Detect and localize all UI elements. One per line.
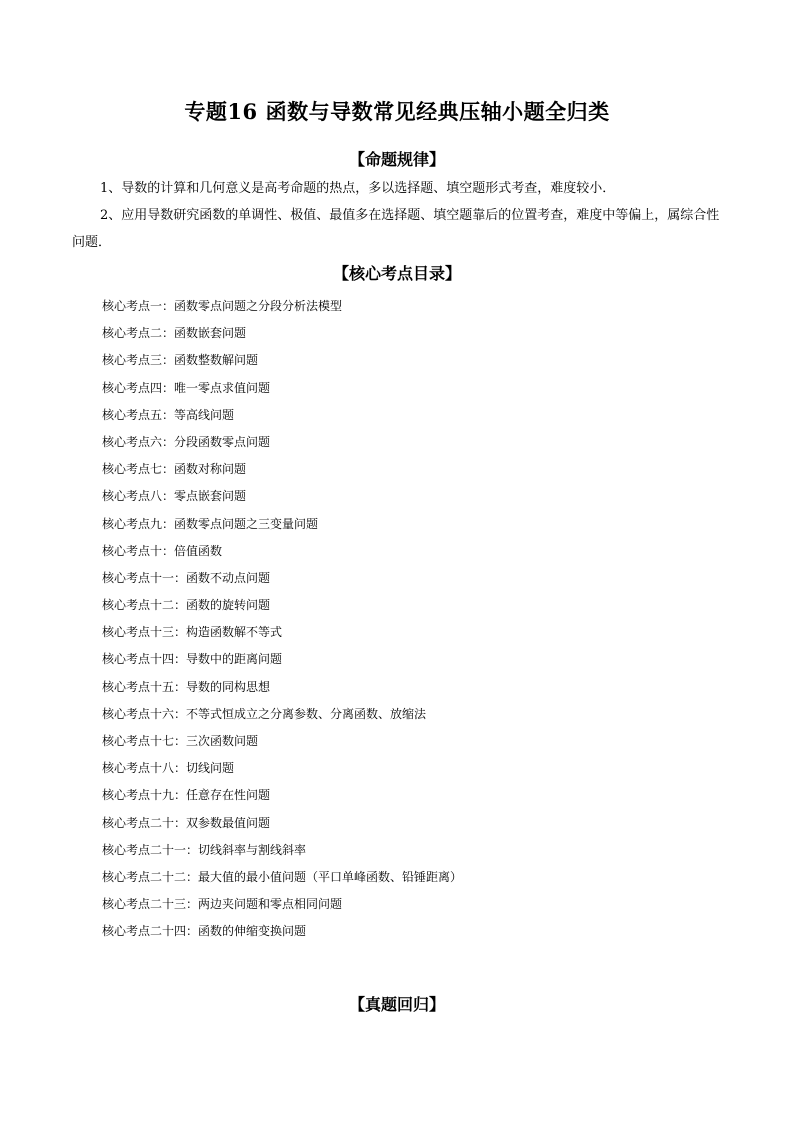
toc-item: 核心考点二：函数嵌套问题	[102, 326, 247, 341]
toc-item: 核心考点二十四：函数的伸缩变换问题	[102, 924, 307, 939]
toc-item: 核心考点七：函数对称问题	[102, 462, 247, 477]
toc-item: 核心考点二十一：切线斜率与割线斜率	[102, 842, 307, 857]
page-title	[0, 96, 794, 126]
toc-item: 核心考点十一：函数不动点问题	[102, 570, 271, 585]
toc-item: 核心考点六：分段函数零点问题	[102, 434, 271, 449]
toc-item: 核心考点十六：不等式恒成立之分离参数、分离函数、放缩法	[102, 706, 427, 721]
section-heading-rules: 【命题规律】	[348, 150, 445, 169]
toc-item: 核心考点十三：构造函数解不等式	[102, 625, 283, 640]
toc-item: 核心考点八：零点嵌套问题	[102, 489, 247, 504]
toc-list	[102, 293, 462, 946]
toc-item: 核心考点十：倍值函数	[102, 543, 223, 558]
title-prefix: 专题16	[184, 99, 258, 124]
toc-item: 核心考点一：函数零点问题之分段分析法模型	[102, 299, 343, 313]
rule-paragraph-2: 2、应用导数研究函数的单调性、极值、最值多在选择题、填空题靠后的位置考查，难度中等偏上，属综合性问题．	[72, 208, 720, 250]
rule-paragraph-1: 1、导数的计算和几何意义是高考命题的热点，多以选择题、填空题形式考查，难度较小．	[100, 181, 616, 196]
toc-item: 核心考点十二：函数的旋转问题	[102, 598, 271, 613]
toc-item: 核心考点二十：双参数最值问题	[102, 815, 271, 830]
section-heading-toc: 【核心考点目录】	[332, 264, 461, 283]
title-main: 函数与导数常见经典压轴小题全归类	[265, 99, 610, 124]
toc-item: 核心考点十五：导数的同构思想	[102, 679, 271, 694]
rules-paragraphs	[72, 175, 722, 256]
toc-item: 核心考点五：等高线问题	[102, 407, 235, 422]
toc-item: 核心考点三：函数整数解问题	[102, 353, 259, 368]
toc-item: 核心考点十九：任意存在性问题	[102, 788, 271, 803]
toc-item: 核心考点十四：导数中的距离问题	[102, 652, 283, 667]
toc-item: 核心考点二十三：两边夹问题和零点相同问题	[102, 897, 343, 912]
section-heading-real-exam: 【真题回归】	[348, 995, 445, 1014]
toc-item: 核心考点九：函数零点问题之三变量问题	[102, 516, 319, 531]
toc-item: 核心考点十七：三次函数问题	[102, 734, 259, 748]
toc-item: 核心考点十八：切线问题	[102, 761, 235, 776]
toc-item: 核心考点二十二：最大值的最小值问题（平口单峰函数、铅锤距离）	[102, 869, 463, 884]
toc-item: 核心考点四：唯一零点求值问题	[102, 380, 271, 395]
